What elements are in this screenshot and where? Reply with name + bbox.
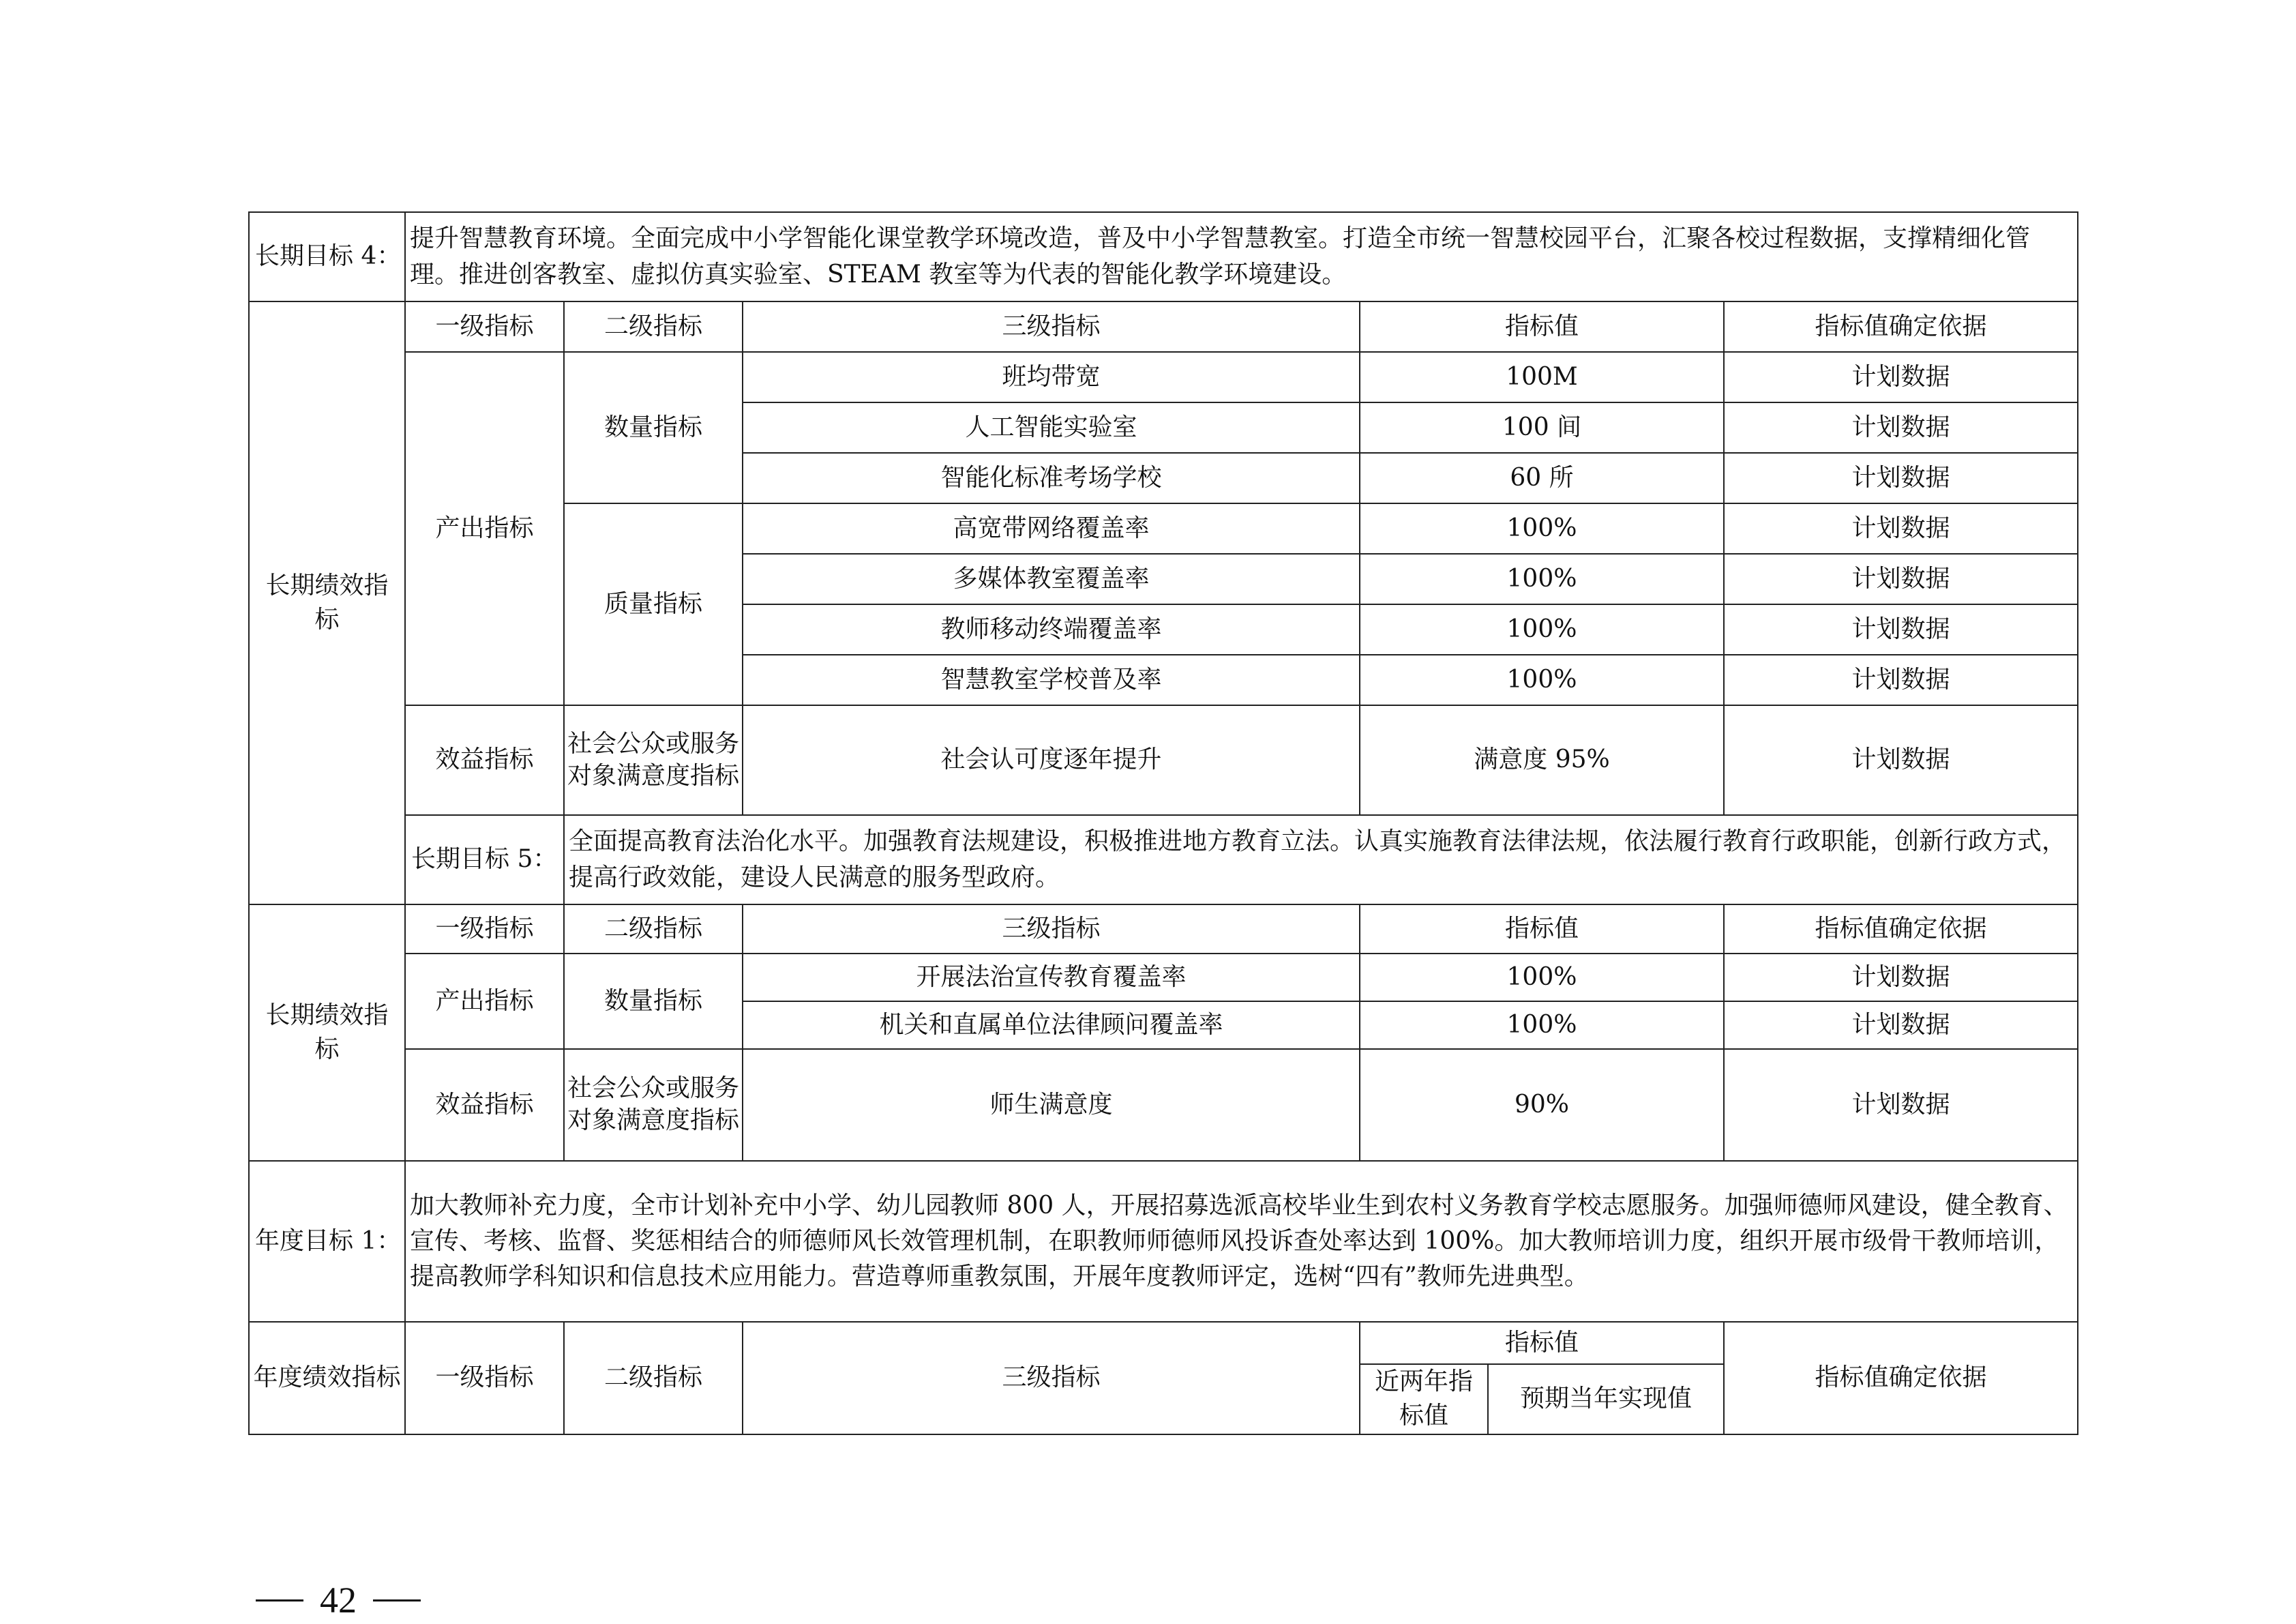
goal-label: 长期目标 5： [405,815,564,904]
indicator-basis: 计划数据 [1724,503,2078,554]
level3-indicator: 智能化标准考场学校 [743,453,1360,503]
footer-dash [373,1599,421,1601]
col-header: 二级指标 [564,1322,743,1434]
header-row [249,904,2078,954]
indicator-basis: 计划数据 [1724,705,2078,815]
indicator-basis: 计划数据 [1724,1001,2078,1049]
block-label: 长期绩效指标 [249,301,405,904]
level1-indicator: 效益指标 [405,705,564,815]
performance-indicator-table [248,211,2078,1435]
level2-indicator: 数量指标 [564,352,743,503]
col-header: 近两年指标值 [1360,1364,1488,1434]
block-label: 年度绩效指标 [249,1322,405,1434]
table-row [249,954,2078,1001]
col-header: 三级指标 [743,301,1360,352]
col-header: 二级指标 [564,904,743,954]
indicator-value: 100% [1360,1001,1724,1049]
block-label: 长期绩效指标 [249,904,405,1161]
goal-label: 长期目标 4： [249,212,405,301]
col-header: 指标值确定依据 [1724,1322,2078,1434]
goal-row [249,212,2078,301]
indicator-value: 100 间 [1360,402,1724,453]
indicator-value: 100% [1360,655,1724,705]
level2-indicator: 社会公众或服务对象满意度指标 [564,705,743,815]
header-row [249,301,2078,352]
indicator-basis: 计划数据 [1724,954,2078,1001]
col-header: 三级指标 [743,904,1360,954]
indicator-basis: 计划数据 [1724,1049,2078,1161]
table-row [249,705,2078,815]
goal-description: 全面提高教育法治化水平。加强教育法规建设，积极推进地方教育立法。认真实施教育法律法规，依法履行教育行政职能，创新行政方式，提高行政效能，建设人民满意的服务型政府。 [564,815,2078,904]
indicator-value: 100% [1360,604,1724,655]
indicator-value: 60 所 [1360,453,1724,503]
page-number: 42 [320,1580,357,1621]
indicator-basis: 计划数据 [1724,352,2078,402]
indicator-value: 满意度 95% [1360,705,1724,815]
goal-row [249,1161,2078,1322]
indicator-basis: 计划数据 [1724,453,2078,503]
goal-label: 年度目标 1： [249,1161,405,1322]
level2-indicator: 质量指标 [564,503,743,705]
col-header: 指标值 [1360,1322,1724,1364]
indicator-basis: 计划数据 [1724,402,2078,453]
indicator-basis: 计划数据 [1724,655,2078,705]
table-row [249,1049,2078,1161]
col-header: 指标值确定依据 [1724,301,2078,352]
indicator-value: 100M [1360,352,1724,402]
level3-indicator: 人工智能实验室 [743,402,1360,453]
level3-indicator: 机关和直属单位法律顾问覆盖率 [743,1001,1360,1049]
level2-indicator: 数量指标 [564,954,743,1049]
level3-indicator: 师生满意度 [743,1049,1360,1161]
level3-indicator: 社会认可度逐年提升 [743,705,1360,815]
col-header: 指标值 [1360,904,1724,954]
level3-indicator: 智慧教室学校普及率 [743,655,1360,705]
footer-dash [256,1599,303,1601]
col-header: 三级指标 [743,1322,1360,1434]
goal-row [249,815,2078,904]
level3-indicator: 开展法治宣传教育覆盖率 [743,954,1360,1001]
level1-indicator: 产出指标 [405,954,564,1049]
table-row [249,352,2078,402]
page-footer [256,1579,421,1621]
indicator-value: 100% [1360,954,1724,1001]
col-header: 预期当年实现值 [1488,1364,1724,1434]
level3-indicator: 班均带宽 [743,352,1360,402]
indicator-value: 100% [1360,503,1724,554]
indicator-basis: 计划数据 [1724,604,2078,655]
level1-indicator: 效益指标 [405,1049,564,1161]
level3-indicator: 高宽带网络覆盖率 [743,503,1360,554]
level1-indicator: 产出指标 [405,352,564,705]
col-header: 二级指标 [564,301,743,352]
col-header: 指标值确定依据 [1724,904,2078,954]
goal-description: 加大教师补充力度，全市计划补充中小学、幼儿园教师 800 人，开展招募选派高校毕业生到农村义务教育学校志愿服务。加强师德师风建设，健全教育、宣传、考核、监督、奖惩相结合的师德师风长效管理机制，在职教师师德师风投诉查处率达到 100%。加大教师培训力度，组织开展市级骨干教师培训，提高教师学科知识和信息技术应用能力。营造尊师重教氛围，开展年度教师评定，选树“四有”教师先进典型。 [405,1161,2078,1322]
level2-indicator: 社会公众或服务对象满意度指标 [564,1049,743,1161]
col-header: 一级指标 [405,1322,564,1434]
level3-indicator: 多媒体教室覆盖率 [743,554,1360,604]
indicator-basis: 计划数据 [1724,554,2078,604]
col-header: 指标值 [1360,301,1724,352]
indicator-value: 100% [1360,554,1724,604]
header-row [249,1322,2078,1364]
col-header: 一级指标 [405,904,564,954]
indicator-value: 90% [1360,1049,1724,1161]
level3-indicator: 教师移动终端覆盖率 [743,604,1360,655]
goal-description: 提升智慧教育环境。全面完成中小学智能化课堂教学环境改造，普及中小学智慧教室。打造全市统一智慧校园平台，汇聚各校过程数据，支撑精细化管理。推进创客教室、虚拟仿真实验室、STEAM 教室等为代表的智能化教学环境建设。 [405,212,2078,301]
col-header: 一级指标 [405,301,564,352]
